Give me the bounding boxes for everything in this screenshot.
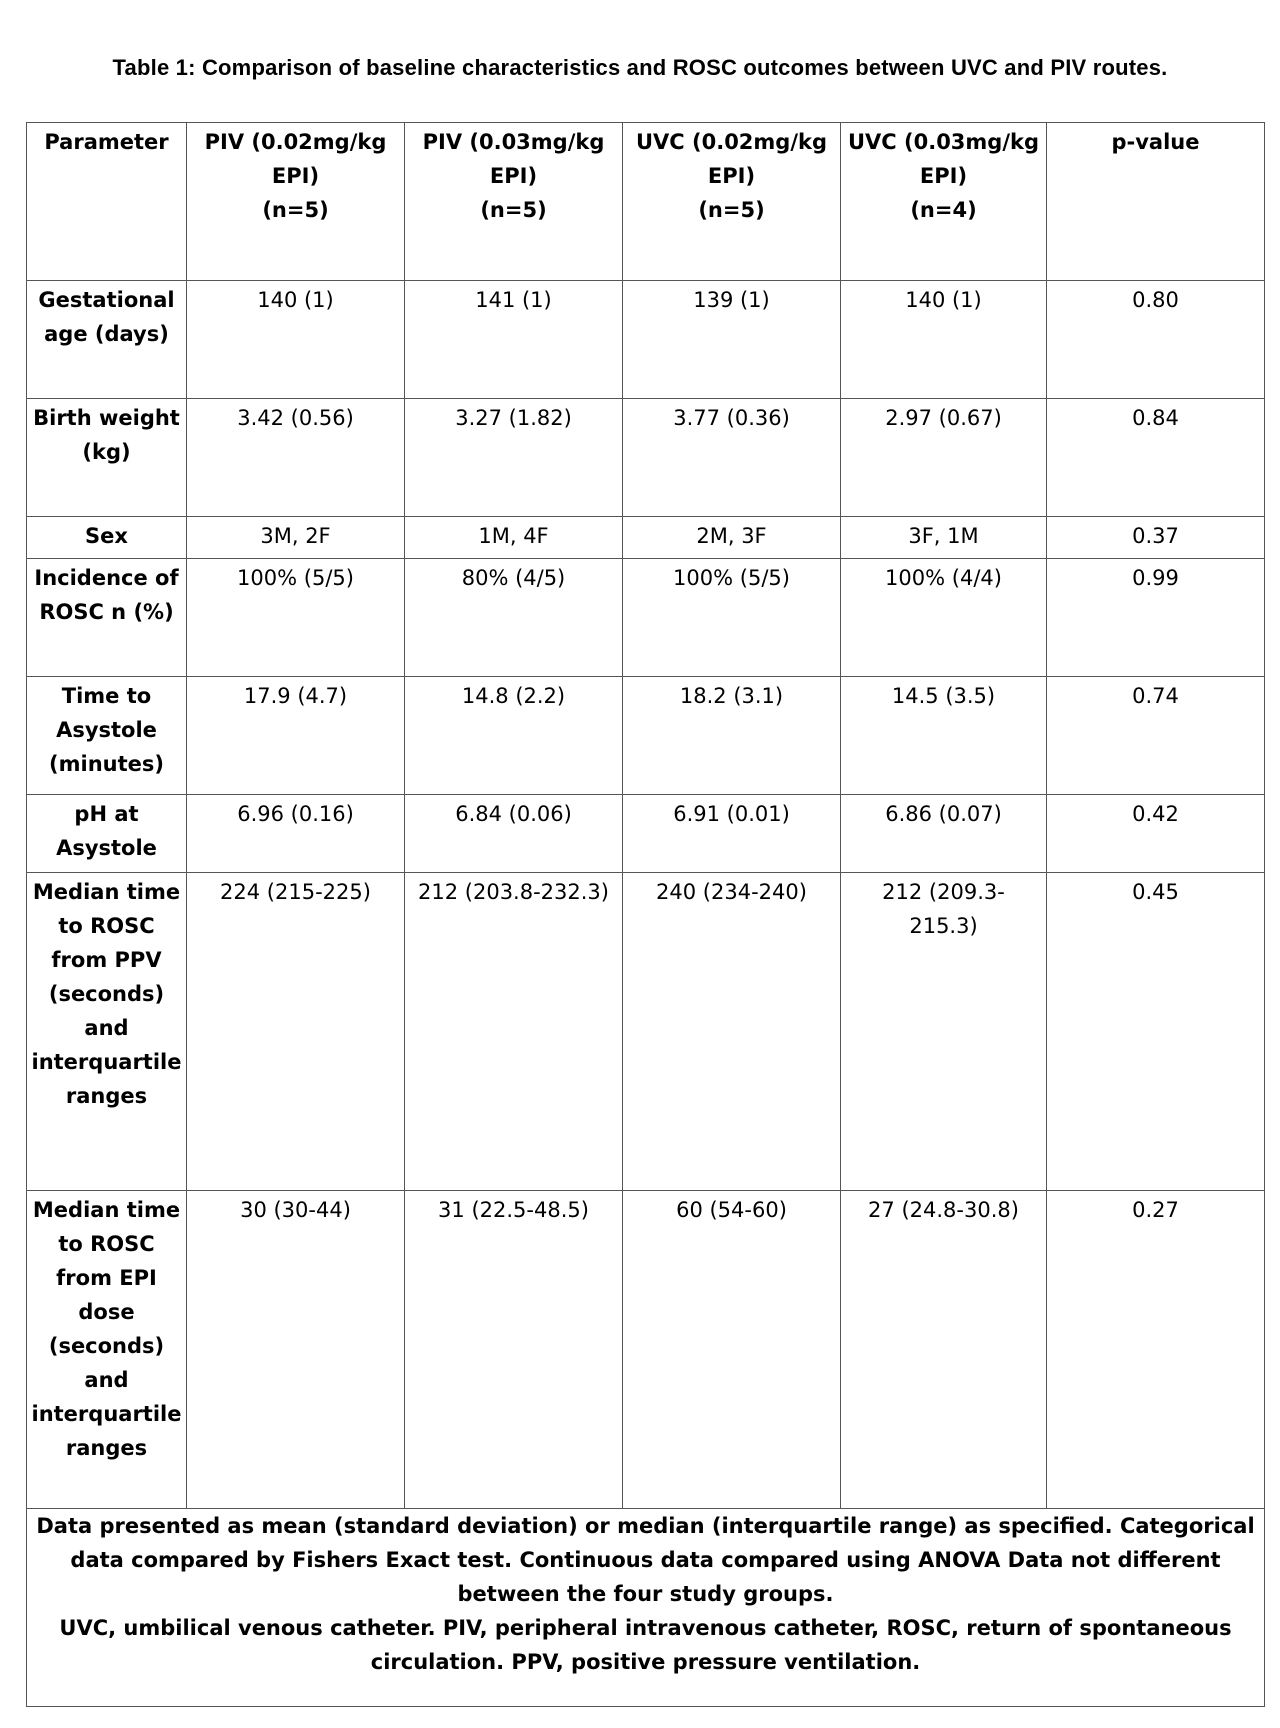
table-cell: 31 (22.5-48.5) [405, 1191, 623, 1509]
p-value-cell: 0.99 [1047, 559, 1265, 677]
table-cell: 212 (209.3- 215.3) [841, 873, 1047, 1191]
table-cell: 212 (203.8-232.3) [405, 873, 623, 1191]
row-parameter: Sex [27, 517, 187, 559]
p-value-cell: 0.37 [1047, 517, 1265, 559]
table-cell: 3M, 2F [187, 517, 405, 559]
row-parameter: Gestational age (days) [27, 281, 187, 399]
header-uvc-003: UVC (0.03mg/kg EPI) (n=4) [841, 123, 1047, 281]
table-cell: 6.86 (0.07) [841, 795, 1047, 873]
table-row [27, 873, 1265, 1191]
table-cell: 140 (1) [841, 281, 1047, 399]
table-cell: 140 (1) [187, 281, 405, 399]
p-value-cell: 0.42 [1047, 795, 1265, 873]
header-p-value: p-value [1047, 123, 1265, 281]
header-parameter: Parameter [27, 123, 187, 281]
table-row [27, 281, 1265, 399]
row-parameter: Incidence of ROSC n (%) [27, 559, 187, 677]
header-uvc-002: UVC (0.02mg/kg EPI) (n=5) [623, 123, 841, 281]
table-cell: 27 (24.8-30.8) [841, 1191, 1047, 1509]
table-row [27, 399, 1265, 517]
table-cell: 100% (5/5) [623, 559, 841, 677]
table-cell: 14.8 (2.2) [405, 677, 623, 795]
footnote-methods: Data presented as mean (standard deviation) or median (interquartile range) as specified. Categorical data compared by Fishers Exact test. Continuous data compared using ANOVA Data not different between the four study groups. [36, 1514, 1255, 1606]
table-cell: 2M, 3F [623, 517, 841, 559]
table-cell: 14.5 (3.5) [841, 677, 1047, 795]
table-cell: 139 (1) [623, 281, 841, 399]
table-caption: Table 1: Comparison of baseline characteristics and ROSC outcomes between UVC and PIV routes. [112, 55, 1168, 80]
table-cell: 60 (54-60) [623, 1191, 841, 1509]
row-parameter: Median time to ROSC from EPI dose (seconds) and interquartile ranges [27, 1191, 187, 1509]
row-parameter: Median time to ROSC from PPV (seconds) and interquartile ranges [27, 873, 187, 1191]
row-parameter: Birth weight (kg) [27, 399, 187, 517]
table-cell: 100% (4/4) [841, 559, 1047, 677]
p-value-cell: 0.27 [1047, 1191, 1265, 1509]
table-row [27, 517, 1265, 559]
row-parameter: Time to Asystole (minutes) [27, 677, 187, 795]
header-piv-003: PIV (0.03mg/kg EPI) (n=5) [405, 123, 623, 281]
table-cell: 240 (234-240) [623, 873, 841, 1191]
row-parameter: pH at Asystole [27, 795, 187, 873]
p-value-cell: 0.84 [1047, 399, 1265, 517]
table-row [27, 795, 1265, 873]
table-cell: 3.27 (1.82) [405, 399, 623, 517]
table-cell: 17.9 (4.7) [187, 677, 405, 795]
table-cell: 30 (30-44) [187, 1191, 405, 1509]
table-cell: 3.77 (0.36) [623, 399, 841, 517]
table-cell: 3F, 1M [841, 517, 1047, 559]
table-row [27, 559, 1265, 677]
table-cell: 18.2 (3.1) [623, 677, 841, 795]
table-cell: 1M, 4F [405, 517, 623, 559]
table-cell: 3.42 (0.56) [187, 399, 405, 517]
table-row [27, 677, 1265, 795]
table-cell: 6.84 (0.06) [405, 795, 623, 873]
header-piv-002: PIV (0.02mg/kg EPI) (n=5) [187, 123, 405, 281]
header-row [27, 123, 1265, 281]
footnote-row [27, 1509, 1265, 1707]
table-cell: 224 (215-225) [187, 873, 405, 1191]
p-value-cell: 0.45 [1047, 873, 1265, 1191]
table-row [27, 1191, 1265, 1509]
p-value-cell: 0.80 [1047, 281, 1265, 399]
table-cell: 80% (4/5) [405, 559, 623, 677]
table-cell: 100% (5/5) [187, 559, 405, 677]
p-value-cell: 0.74 [1047, 677, 1265, 795]
footnote-abbreviations: UVC, umbilical venous catheter. PIV, peripheral intravenous catheter, ROSC, return of spontaneous circulation. PPV, positive pressure ventilation. [59, 1616, 1232, 1674]
table-cell: 6.96 (0.16) [187, 795, 405, 873]
table-cell: 141 (1) [405, 281, 623, 399]
table-footnote [27, 1509, 1265, 1707]
table-cell: 6.91 (0.01) [623, 795, 841, 873]
comparison-table [26, 122, 1265, 1707]
table-cell: 2.97 (0.67) [841, 399, 1047, 517]
